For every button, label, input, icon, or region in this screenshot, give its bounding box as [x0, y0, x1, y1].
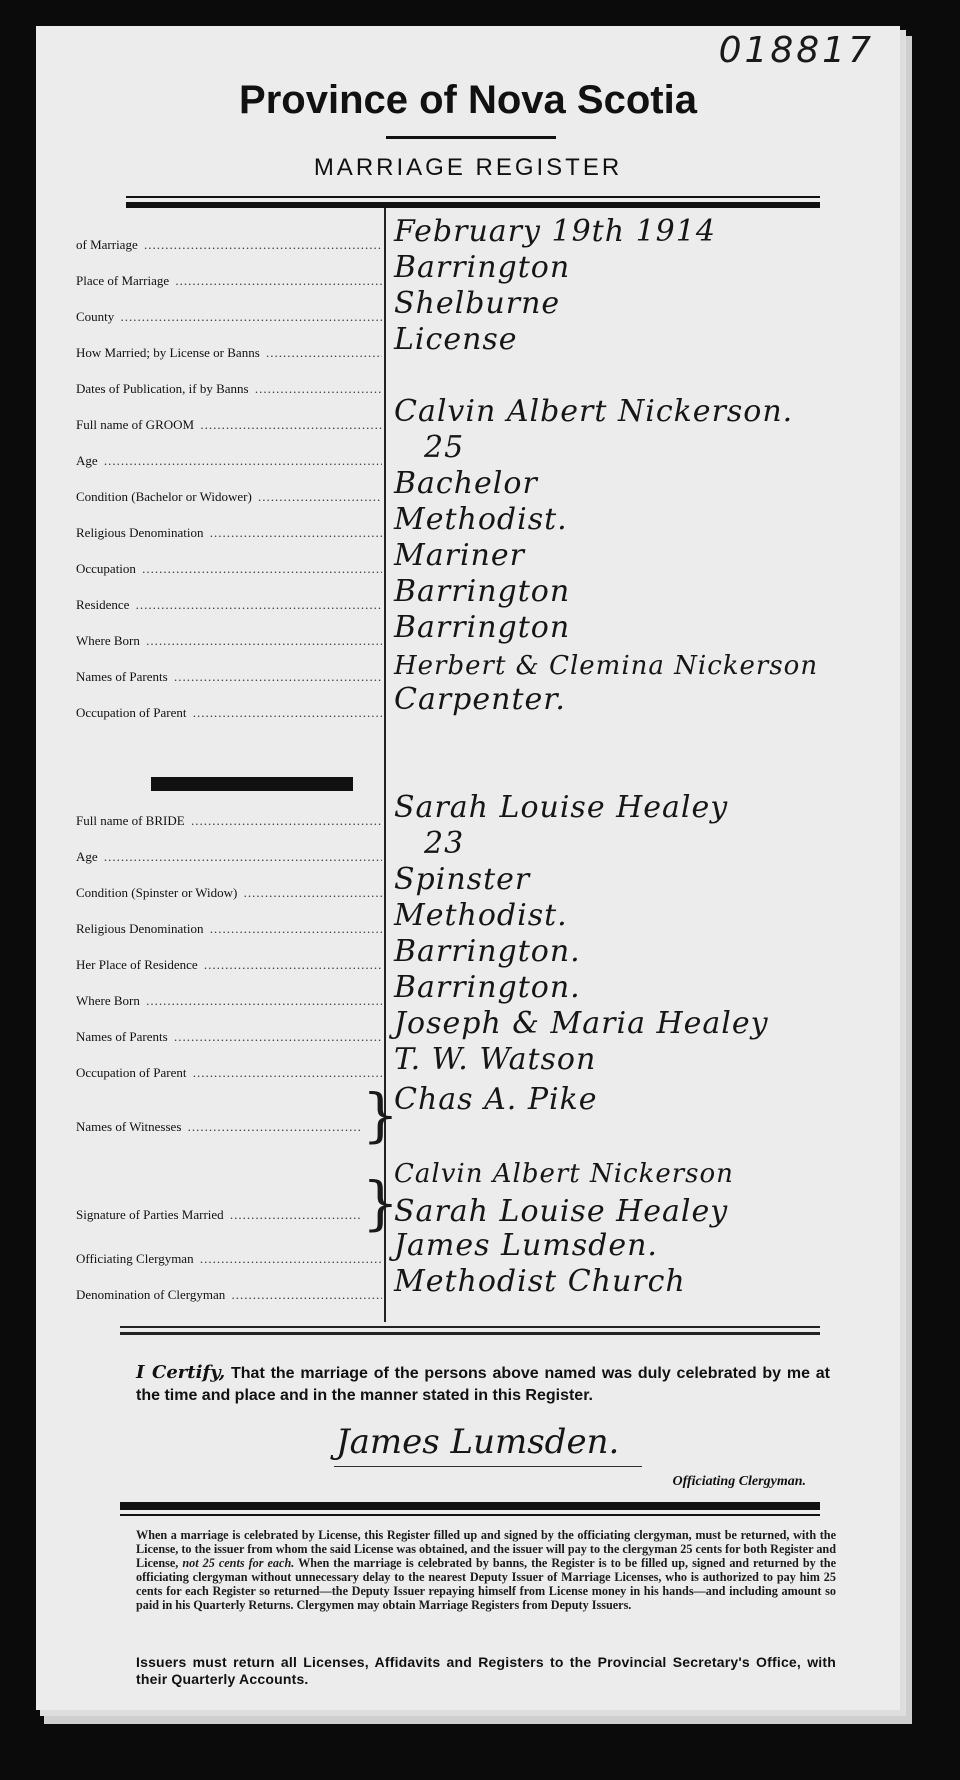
field-label-bride-residence: Her Place of Residence .....	[76, 958, 382, 972]
page-title: Province of Nova Scotia	[239, 78, 697, 122]
field-value-groom-religion: Methodist.	[394, 502, 568, 537]
field-label-officiating-clergyman: Officiating Clergyman .....	[76, 1252, 382, 1266]
field-value-place: Barrington	[394, 250, 571, 285]
signatures-brace: }	[362, 1169, 399, 1237]
field-label-bride-born: Where Born .....	[76, 994, 382, 1008]
field-value-bride-signature: Sarah Louise Healey	[394, 1194, 729, 1229]
field-label-groom-name: Full name of GROOM .....	[76, 418, 382, 432]
clergyman-signature: James Lumsden.	[336, 1422, 620, 1462]
field-value-groom-parents: Herbert & Clemina Nickerson	[394, 651, 819, 681]
footer-rule	[120, 1514, 820, 1516]
field-value-groom-occupation: Mariner	[394, 538, 525, 573]
field-value-groom-parent-occupation: Carpenter.	[394, 682, 566, 717]
field-value-bride-age: 23	[424, 826, 465, 861]
witnesses-brace: }	[362, 1081, 399, 1149]
field-value-groom-condition: Bachelor	[394, 466, 538, 501]
certify-text: That the marriage of the persons above named was duly celebrated by me at the time and place and in the manner stated in this Register.	[136, 1365, 830, 1404]
field-value-date: February 19th 1914	[394, 214, 716, 249]
certification-statement	[136, 1362, 830, 1407]
instructions-part-2: When the marriage is celebrated by banns, the Register is to be filled up, signed and returned by the officiating clergyman without unnecessary delay to the nearest Deputy Issuer of Marriage Licenses, who is authorized to pay him 25 cents for each Register so returned—the Deputy Issuer repaying himself from License money in his hands—and including amount so paid in his Quarterly Returns. Clergymen may obtain Marriage Registers from Deputy Issuers.	[136, 1556, 836, 1612]
document-number: 018817	[718, 30, 874, 71]
field-value-bride-parents: Joseph & Maria Healey	[394, 1006, 769, 1041]
field-label-groom-residence: Residence .....	[76, 598, 382, 612]
field-value-clergy-denomination: Methodist Church	[394, 1264, 686, 1299]
field-label-county: County .....	[76, 310, 382, 324]
field-label-clergy-denomination: Denomination of Clergyman .....	[76, 1288, 382, 1302]
field-value-witnesses: Chas A. Pike	[394, 1082, 598, 1117]
field-label-groom-parent-occupation: Occupation of Parent .....	[76, 706, 382, 720]
field-label-bride-condition: Condition (Spinster or Widow) .....	[76, 886, 382, 900]
field-label-bride-name: Full name of BRIDE .....	[76, 814, 382, 828]
field-value-groom-residence: Barrington	[394, 574, 571, 609]
field-value-how-married: License	[394, 322, 518, 357]
marriage-register-sheet	[36, 26, 900, 1710]
section-rule-double	[120, 1332, 820, 1335]
field-value-groom-born: Barrington	[394, 610, 571, 645]
field-label-publication: Dates of Publication, if by Banns .....	[76, 382, 382, 396]
issuers-notice: Issuers must return all Licenses, Affidavits and Registers to the Provincial Secretary's Office, with their Quarterly Accounts.	[136, 1654, 836, 1687]
field-label-bride-parent-occupation: Occupation of Parent .....	[76, 1066, 382, 1080]
field-value-bride-born: Barrington.	[394, 970, 581, 1005]
field-label-witnesses: Names of Witnesses .....	[76, 1120, 362, 1134]
field-value-officiating-clergyman: James Lumsden.	[394, 1228, 658, 1263]
footer-rule-thick	[120, 1502, 820, 1510]
field-label-signatures: Signature of Parties Married .....	[76, 1208, 362, 1222]
field-label-date: of Marriage .....	[76, 238, 382, 252]
field-value-bride-residence: Barrington.	[394, 934, 581, 969]
field-label-bride-parents: Names of Parents .....	[76, 1030, 382, 1044]
instructions-paragraph	[136, 1528, 836, 1612]
column-divider	[384, 208, 386, 1322]
field-value-county: Shelburne	[394, 286, 561, 321]
field-label-groom-condition: Condition (Bachelor or Widower) .....	[76, 490, 382, 504]
instructions-emphasis: not 25 cents for each.	[182, 1556, 295, 1570]
field-value-groom-name: Calvin Albert Nickerson.	[394, 394, 794, 429]
field-label-place: Place of Marriage .....	[76, 274, 382, 288]
field-label-groom-occupation: Occupation .....	[76, 562, 382, 576]
bride-section-bar	[151, 777, 353, 791]
certify-lead: I Certify,	[136, 1362, 226, 1383]
instructions-part-1: When a marriage is celebrated by License, this Register filled up and signed by the officiating clergyman, must be returned, with the License, to the issuer from whom the said License was obtained, and the issuer will pay to the clergyman 25 cents for both Register and License,	[136, 1528, 836, 1570]
page-subtitle: MARRIAGE REGISTER	[313, 154, 623, 181]
section-rule	[120, 1326, 820, 1328]
field-value-groom-age: 25	[424, 430, 465, 465]
field-value-bride-name: Sarah Louise Healey	[394, 790, 729, 825]
field-value-groom-signature: Calvin Albert Nickerson	[394, 1159, 734, 1189]
field-value-bride-condition: Spinster	[394, 862, 531, 897]
field-label-groom-parents: Names of Parents .....	[76, 670, 382, 684]
title-rule	[386, 136, 556, 139]
signature-caption: Officiating Clergyman.	[672, 1474, 806, 1489]
signature-line	[334, 1466, 642, 1467]
field-label-how-married: How Married; by License or Banns .....	[76, 346, 382, 360]
field-label-groom-born: Where Born .....	[76, 634, 382, 648]
field-value-bride-religion: Methodist.	[394, 898, 568, 933]
header-rule	[126, 196, 820, 198]
field-label-groom-age: Age .....	[76, 454, 382, 468]
field-label-bride-age: Age .....	[76, 850, 382, 864]
header-rule-thick	[126, 202, 820, 208]
field-label-bride-religion: Religious Denomination .....	[76, 922, 382, 936]
field-value-bride-parent-occupation: T. W. Watson	[394, 1042, 597, 1077]
field-label-groom-religion: Religious Denomination .....	[76, 526, 382, 540]
